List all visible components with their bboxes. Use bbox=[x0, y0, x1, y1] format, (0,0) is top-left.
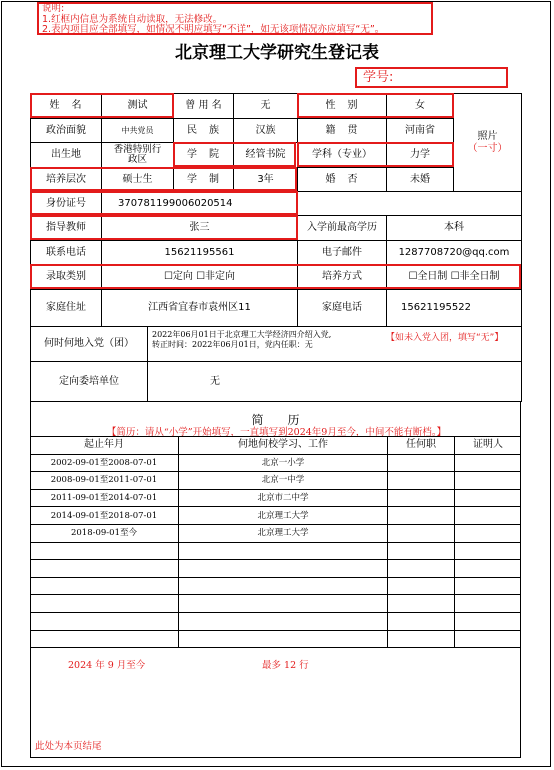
admission-value[interactable]: ☐定向 ☐非定向 bbox=[102, 265, 298, 290]
history-cell bbox=[388, 472, 455, 490]
birthplace-value: 香港特别行政区 bbox=[102, 143, 174, 168]
history-cell bbox=[388, 560, 455, 578]
history-cell bbox=[179, 595, 388, 613]
home-phone-value: 15621195522 bbox=[387, 290, 522, 327]
history-cell bbox=[179, 578, 388, 596]
history-footer-period: 2024 年 9 月至今 bbox=[68, 660, 146, 671]
history-cell bbox=[388, 613, 455, 631]
ethnicity-value: 汉族 bbox=[234, 119, 298, 143]
party-line-1: 2022年06月01日于北京理工大学经济四介绍入党, bbox=[152, 330, 332, 339]
history-cell: 2011-09-01至2014-07-01 bbox=[30, 490, 179, 508]
page-title: 北京理工大学研究生登记表 bbox=[175, 43, 379, 63]
party-hint: 【如未入党入团，填写“无”】 bbox=[386, 333, 504, 343]
history-cell bbox=[388, 578, 455, 596]
history-cell bbox=[455, 525, 521, 543]
id-value: 370781199006020514 bbox=[102, 192, 522, 216]
duration-value: 3年 bbox=[234, 168, 298, 192]
party-label: 何时何地入党（团） bbox=[31, 327, 148, 362]
history-cell bbox=[388, 507, 455, 525]
history-cell: 北京一中学 bbox=[179, 472, 388, 490]
history-cell bbox=[388, 543, 455, 561]
history-cell: 北京理工大学 bbox=[179, 507, 388, 525]
history-cell bbox=[455, 455, 521, 473]
instructions-line-2: 2.表内项目应全部填写，如情况不明应填写“不详”，如无该项情况亦应填写“无”。 bbox=[42, 24, 385, 35]
photo-size: （一寸） bbox=[467, 142, 508, 154]
history-cell bbox=[388, 490, 455, 508]
sponsor-value: 无 bbox=[148, 362, 522, 402]
photo-label: 照片 bbox=[477, 130, 498, 142]
mode-value[interactable]: ☐全日制 ☐非全日制 bbox=[387, 265, 522, 290]
address-value: 江西省宜春市袁州区11 bbox=[102, 290, 298, 327]
gender-label: 性 别 bbox=[298, 94, 387, 119]
history-cell bbox=[30, 595, 179, 613]
history-cell bbox=[30, 543, 179, 561]
name-value: 测试 bbox=[102, 94, 174, 119]
email-label: 电子邮件 bbox=[298, 241, 387, 265]
history-hint: 【简历：请从“小学”开始填写，一直填写到2024年9月至今，中间不能有断档。】 bbox=[106, 427, 447, 438]
birthplace-label: 出生地 bbox=[31, 143, 102, 168]
history-cell: 2014-09-01至2018-07-01 bbox=[30, 507, 179, 525]
history-cell bbox=[388, 595, 455, 613]
student-number-field bbox=[355, 67, 508, 88]
ethnicity-label: 民 族 bbox=[174, 119, 234, 143]
photo-placeholder bbox=[454, 94, 522, 192]
origin-value: 河南省 bbox=[387, 119, 454, 143]
history-cell: 2008-09-01至2011-07-01 bbox=[30, 472, 179, 490]
discipline-label: 学科（专业） bbox=[298, 143, 387, 168]
history-cell: 北京一小学 bbox=[179, 455, 388, 473]
history-header-cell: 任何职 bbox=[388, 437, 455, 455]
admission-label: 录取类别 bbox=[31, 265, 102, 290]
marital-value: 未婚 bbox=[387, 168, 454, 192]
history-header-cell: 起止年月 bbox=[30, 437, 179, 455]
instructions-line-1: 1.红框内信息为系统自动读取，无法修改。 bbox=[42, 13, 223, 25]
student-number-label: 学号: bbox=[363, 70, 394, 85]
history-cell bbox=[455, 560, 521, 578]
page-end-note: 此处为本页结尾 bbox=[35, 741, 102, 752]
history-footer-max: 最多 12 行 bbox=[262, 660, 309, 671]
history-cell bbox=[388, 631, 455, 649]
history-cell: 北京市二中学 bbox=[179, 490, 388, 508]
party-cell bbox=[148, 327, 522, 362]
prior-edu-value: 本科 bbox=[387, 216, 522, 241]
history-cell bbox=[455, 490, 521, 508]
advisor-label: 指导教师 bbox=[31, 216, 102, 241]
history-cell: 2018-09-01至今 bbox=[30, 525, 179, 543]
history-cell bbox=[455, 613, 521, 631]
instructions-title: 说明: bbox=[42, 3, 65, 14]
history-cell bbox=[455, 507, 521, 525]
info-table bbox=[30, 93, 522, 402]
party-value bbox=[152, 330, 384, 349]
history-cell bbox=[455, 631, 521, 649]
phone-value: 15621195561 bbox=[102, 241, 298, 265]
alias-value: 无 bbox=[234, 94, 298, 119]
phone-label: 联系电话 bbox=[31, 241, 102, 265]
advisor-value: 张三 bbox=[102, 216, 298, 241]
instructions-box bbox=[37, 2, 433, 35]
history-cell bbox=[455, 543, 521, 561]
history-header-cell: 证明人 bbox=[455, 437, 521, 455]
name-label: 姓 名 bbox=[31, 94, 102, 119]
history-cell bbox=[455, 595, 521, 613]
level-label: 培养层次 bbox=[31, 168, 102, 192]
duration-label: 学 制 bbox=[174, 168, 234, 192]
home-phone-label: 家庭电话 bbox=[298, 290, 387, 327]
history-cell bbox=[30, 631, 179, 649]
school-value: 经管书院 bbox=[234, 143, 298, 168]
history-cell bbox=[179, 560, 388, 578]
history-cell bbox=[455, 578, 521, 596]
history-cell bbox=[30, 560, 179, 578]
history-cell bbox=[388, 455, 455, 473]
sponsor-label: 定向委培单位 bbox=[31, 362, 148, 402]
id-label: 身份证号 bbox=[31, 192, 102, 216]
history-cell bbox=[30, 578, 179, 596]
history-cell: 2002-09-01至2008-07-01 bbox=[30, 455, 179, 473]
prior-edu-label: 入学前最高学历 bbox=[298, 216, 387, 241]
history-table bbox=[30, 436, 521, 648]
mode-label: 培养方式 bbox=[298, 265, 387, 290]
history-cell bbox=[179, 613, 388, 631]
politics-label: 政治面貌 bbox=[31, 119, 102, 143]
gender-value: 女 bbox=[387, 94, 454, 119]
history-cell bbox=[179, 631, 388, 649]
marital-label: 婚 否 bbox=[298, 168, 387, 192]
school-label: 学 院 bbox=[174, 143, 234, 168]
history-header-cell: 何地何校学习、工作 bbox=[179, 437, 388, 455]
level-value: 硕士生 bbox=[102, 168, 174, 192]
origin-label: 籍 贯 bbox=[298, 119, 387, 143]
politics-value: 中共党员 bbox=[102, 119, 174, 143]
history-cell bbox=[179, 543, 388, 561]
history-cell bbox=[388, 525, 455, 543]
party-line-2: 转正时间：2022年06月01日，党内任职：无 bbox=[152, 339, 313, 349]
address-label: 家庭住址 bbox=[31, 290, 102, 327]
history-cell bbox=[455, 472, 521, 490]
discipline-value: 力学 bbox=[387, 143, 454, 168]
email-value: 1287708720@qq.com bbox=[387, 241, 522, 265]
alias-label: 曾 用 名 bbox=[174, 94, 234, 119]
history-cell: 北京理工大学 bbox=[179, 525, 388, 543]
history-cell bbox=[30, 613, 179, 631]
history-title: 简 历 bbox=[251, 413, 300, 427]
